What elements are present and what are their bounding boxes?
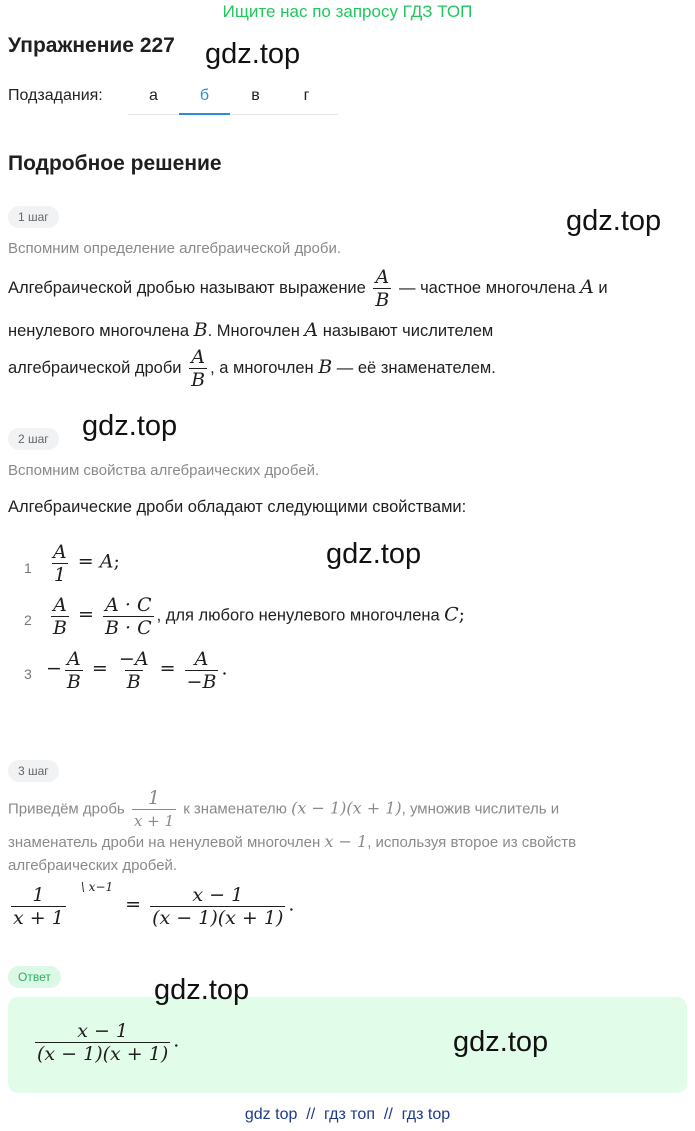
expression: x − 1 [324, 832, 368, 851]
step-2-badge: 2 шаг [8, 428, 59, 450]
text: . Многочлен [207, 322, 300, 340]
var-b: B [193, 319, 208, 341]
denominator: B · C [104, 617, 152, 639]
answer-expression: $\frac{x - 1}{(x - 1)(x + 1)}$ . [37, 1020, 180, 1065]
step-2-hint: Вспомним свойства алгебраических дробей. [8, 462, 320, 479]
numerator: −A [118, 648, 149, 670]
footer-links: gdz top // гдз топ // гдз top [244, 1106, 451, 1123]
text: алгебраической дроби [8, 358, 182, 377]
var-c: C [444, 603, 459, 626]
var-a: A [99, 550, 114, 573]
fraction [132, 787, 176, 832]
property-3: − $\frac{A}{B}$ = $\frac{-A}{B}$ = $\frac{A}{-B}$ . [46, 648, 228, 693]
text: , умножив числитель и [401, 800, 560, 818]
text: , используя второе из свойств [367, 834, 577, 851]
var: C [137, 617, 152, 639]
watermark: gdz.top [82, 410, 178, 442]
fraction [103, 594, 154, 639]
denominator: B [53, 617, 67, 639]
fraction [35, 1020, 170, 1065]
numerator: A [375, 266, 390, 288]
text: — частное многочлена [398, 278, 576, 297]
watermark: gdz.top [453, 1026, 549, 1058]
text: и [598, 278, 608, 297]
numerator: x − 1 [77, 1020, 129, 1042]
list-number: 3 [24, 666, 32, 682]
list-number: 1 [24, 560, 32, 576]
step-3-hint-line-1 [8, 787, 559, 832]
fraction [65, 648, 83, 693]
watermark: gdz.top [326, 538, 422, 570]
property-2: $\frac{A}{B}$ = $\frac{A \cdot C}{B \cdot C}$ , для любого ненулевого многочлена C; [53, 594, 466, 639]
text: Приведём дробь [8, 800, 125, 818]
page-title: Упражнение 227 [8, 34, 175, 57]
var-a: A [580, 275, 594, 298]
text: , а многочлен [210, 358, 314, 377]
step-1-line-3 [8, 346, 496, 391]
step-3-badge: 3 шаг [8, 760, 59, 782]
denominator: B [66, 671, 81, 693]
step-1-line-2 [8, 319, 493, 342]
step-2-intro: Алгебраические дроби обладают следующими свойствами: [8, 498, 467, 516]
denominator: x + 1 [13, 907, 64, 929]
text: — её знаменателем. [336, 358, 496, 377]
fraction [11, 884, 66, 929]
text: называют числителем [322, 322, 494, 340]
fraction [150, 884, 285, 929]
expression: (x − 1)(x + 1) [291, 798, 402, 818]
watermark: gdz.top [566, 205, 662, 237]
tab-g[interactable]: г [303, 87, 310, 104]
fraction [51, 594, 69, 639]
text: к знаменателю [183, 800, 287, 818]
subtasks-tabs [128, 78, 338, 115]
answer-badge: Ответ [8, 966, 61, 988]
var: B [104, 617, 119, 639]
tab-b[interactable]: б [179, 78, 230, 114]
var: A [134, 648, 149, 670]
denominator: (x − 1)(x + 1) [37, 1043, 169, 1065]
fraction-a-over-b [189, 346, 207, 391]
step-3-hint-line-2 [8, 832, 576, 851]
search-banner: Ищите нас по запросу ГДЗ ТОП [222, 2, 473, 21]
text: Алгебраической дробью называют выражение [8, 278, 366, 297]
var: B [202, 671, 217, 693]
subtasks-label: Подзадания: [8, 87, 103, 104]
watermark: gdz.top [205, 38, 301, 70]
fraction [117, 648, 151, 693]
multiplier-annotation: \ x−1 [80, 879, 114, 894]
text: , для любого ненулевого многочлена [156, 606, 440, 625]
property-1: $\frac{A}{1}$ = A; [53, 541, 120, 586]
denominator: 1 [53, 564, 66, 586]
numerator: A [67, 648, 81, 670]
step-3-hint-line-3: алгебраических дробей. [8, 857, 178, 874]
numerator: A · C [105, 594, 152, 616]
numerator: A [194, 648, 209, 670]
watermark: gdz.top [154, 974, 250, 1006]
numerator: A [53, 594, 67, 616]
numerator: 1 [147, 787, 160, 809]
var: A [105, 594, 119, 616]
numerator: 1 [32, 884, 45, 906]
step-1-line-1 [8, 266, 693, 311]
denominator: (x − 1)(x + 1) [152, 907, 284, 929]
solution-title: Подробное решение [8, 152, 222, 175]
numerator: A [53, 541, 67, 563]
denominator: B [191, 369, 206, 391]
text: знаменатель дроби на ненулевой многочлен [8, 834, 321, 851]
text: ненулевого многочлена [8, 322, 190, 340]
tab-v[interactable]: в [251, 87, 260, 104]
list-number: 2 [24, 612, 32, 628]
numerator: x − 1 [192, 884, 244, 906]
denominator: −B [186, 671, 217, 693]
numerator: A [191, 346, 205, 368]
denominator: B [375, 289, 390, 311]
var: C [136, 594, 152, 616]
var-b: B [318, 355, 333, 378]
step-1-hint: Вспомним определение алгебраической дроби. [8, 240, 342, 257]
step-3-equation: $\frac{1}{x + 1}$ $^{\backslash x-1}$ = $\frac{x - 1}{(x - 1)(x + 1)}$ . [13, 879, 295, 929]
step-1-badge: 1 шаг [8, 206, 59, 228]
var-a: A [304, 319, 319, 341]
fraction [185, 648, 219, 693]
denominator: x + 1 [132, 809, 176, 832]
denominator: B [126, 671, 141, 693]
fraction [51, 541, 69, 586]
fraction-a-over-b [373, 266, 391, 311]
tab-a[interactable]: а [149, 87, 158, 104]
